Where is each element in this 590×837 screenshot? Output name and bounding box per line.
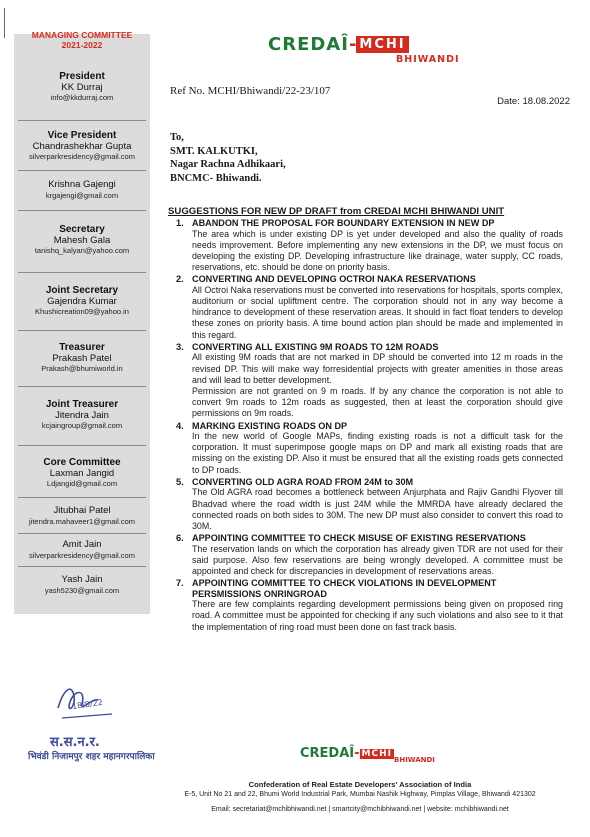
member-email: jitendra.mahaveer1@gmail.com bbox=[29, 516, 135, 526]
sidebar-divider bbox=[18, 272, 146, 273]
member-name: Prakash Patel bbox=[52, 352, 112, 364]
member-name: Laxman Jangid bbox=[49, 467, 115, 479]
item-title: MARKING EXISTING ROADS ON DP bbox=[192, 420, 348, 431]
footer-website[interactable]: website: mchibhiwandi.net bbox=[427, 806, 509, 813]
member-joint-treasurer bbox=[14, 400, 150, 432]
item-title: ABANDON THE PROPOSAL FOR BOUNDARY EXTENSION IN NEW DP bbox=[192, 218, 495, 228]
reference-number: Ref No. MCHI/Bhiwandi/22-23/107 bbox=[170, 85, 331, 97]
member-name: Yash Jain bbox=[61, 574, 103, 585]
footer-email[interactable]: Email: secretariat@mchibhiwandi.net bbox=[211, 806, 327, 813]
member-name: Amit Jain bbox=[62, 539, 102, 550]
sidebar-divider bbox=[18, 170, 146, 171]
stamp-line-1: स.स.न.र. bbox=[50, 735, 100, 750]
item-number: 3. bbox=[176, 341, 184, 352]
sidebar-divider bbox=[18, 120, 146, 121]
item-body: The reservation lands on which the corporation has already given TDR are not used for their said purpose. Also few reservations are being wrongly developed. A committee must be appointed and check for discrepancies in development of reservations areas. bbox=[192, 543, 563, 577]
footer-logo bbox=[300, 742, 435, 764]
item-number: 6. bbox=[176, 533, 184, 544]
sidebar-divider bbox=[18, 566, 146, 567]
item-body: The area which is under existing DP is yet under developed and also the quality of roads needs improvement. Before implementing any new extensions in the DP, we must focus on developing the existing DP. Developing infrastructure like drainage, water supply, CC roads, reservations, etc. should be done on priority basis. bbox=[192, 228, 563, 273]
member-jitubhai-patel bbox=[14, 506, 150, 527]
footer-address: E-5, Unit No 21 and 22, Bhumi World Industrial Park, Mumbai Nashik Highway, Pimplas Village, Bhiwandi 421302 bbox=[184, 791, 536, 798]
letter-heading: SUGGESTIONS FOR NEW DP DRAFT from CREDAI MCHI BHIWANDI UNIT bbox=[168, 206, 505, 217]
logo-mchi: MCHI bbox=[356, 36, 408, 53]
member-role: President bbox=[59, 71, 105, 82]
member-role: Treasurer bbox=[59, 342, 105, 353]
footer-contacts: Email: secretariat@mchibhiwandi.net | smartcity@mchibhiwandi.net | website: mchibhiwandi.net bbox=[211, 806, 509, 813]
item-number: 2. bbox=[176, 274, 184, 285]
footer-smartcity[interactable]: smartcity@mchibhiwandi.net bbox=[332, 806, 422, 813]
credai-mchi-logo bbox=[268, 34, 460, 65]
item-title: CONVERTING AND DEVELOPING OCTROI NAKA RESERVATIONS bbox=[192, 274, 476, 285]
sidebar-divider bbox=[18, 445, 146, 446]
recipient-line: To, bbox=[170, 132, 184, 143]
item-title: CONVERTING ALL EXISTING 9M ROADS TO 12M ROADS bbox=[192, 341, 439, 352]
letter-date: Date: 18.08.2022 bbox=[497, 96, 570, 107]
suggestion-item bbox=[168, 578, 563, 633]
signature-date: 18/8/22 bbox=[71, 697, 104, 712]
footer-logo-mchi: MCHI bbox=[361, 749, 392, 759]
sidebar-divider bbox=[18, 330, 146, 331]
page-edge-mark bbox=[4, 8, 9, 38]
recipient-line: BNCMC- Bhiwandi. bbox=[170, 172, 262, 184]
recipient-block bbox=[170, 131, 286, 185]
member-email: kcjaingroup@gmail.com bbox=[41, 421, 123, 430]
suggestion-item bbox=[168, 421, 563, 476]
logo-dash: - bbox=[348, 34, 357, 55]
footer-logo-credai: CREDAÎ bbox=[300, 746, 355, 761]
member-core-committee bbox=[14, 458, 150, 490]
member-joint-secretary bbox=[14, 286, 150, 318]
member-name: Gajendra Kumar bbox=[47, 295, 117, 307]
suggestion-item bbox=[168, 477, 563, 532]
logo-credai: CREDAÎ bbox=[268, 34, 349, 55]
item-body: All existing 9M roads that are not marked in DP should be converted into 12 m roads in the revised DP. This will make way forresidential projects with greater amenities in those areas and will lead to better development. bbox=[192, 352, 563, 385]
logo-bhiwandi: BHIWANDI bbox=[396, 54, 460, 65]
member-role: Vice President bbox=[47, 130, 117, 141]
sidebar-divider bbox=[18, 497, 146, 498]
footer-logo-dash: - bbox=[354, 746, 360, 761]
member-email: Ldjangid@gmail.com bbox=[46, 479, 118, 488]
item-title: CONVERTING OLD AGRA ROAD FROM 24M to 30M bbox=[192, 476, 414, 487]
member-email: info@kkdurraj.com bbox=[50, 93, 114, 102]
committee-title: MANAGING COMMITTEE bbox=[31, 30, 133, 40]
member-email: Prakash@bhumiworld.in bbox=[41, 364, 123, 373]
managing-committee-header bbox=[14, 30, 150, 50]
member-amit-jain bbox=[14, 540, 150, 561]
item-number: 5. bbox=[176, 476, 184, 487]
member-role: Joint Treasurer bbox=[45, 399, 119, 410]
item-number: 4. bbox=[176, 420, 184, 431]
managing-committee-sidebar bbox=[14, 34, 150, 614]
member-treasurer bbox=[14, 343, 150, 375]
item-number: 1. bbox=[176, 218, 184, 228]
sidebar-divider bbox=[18, 533, 146, 534]
member-name: Jitubhai Patel bbox=[53, 505, 111, 516]
item-body: In the new world of Google MAPs, finding existing roads is not a difficult task for the corporation. It must superimpose google maps on DP and mark all existing roads that are missing on the existing DP. Also it must be ensured that all the existing roads gets connected to DP roads. bbox=[192, 431, 563, 475]
member-email: tanishq_kalyan@yahoo.com bbox=[34, 246, 130, 255]
member-yash-jain bbox=[14, 575, 150, 596]
sidebar-divider bbox=[18, 210, 146, 211]
item-title: APPOINTING COMMITTEE TO CHECK VIOLATIONS IN DEVELOPMENT PERSMISSIONS ONRINGROAD bbox=[192, 578, 497, 599]
recipient-line: Nagar Rachna Adhikaari, bbox=[170, 159, 286, 170]
member-role: Joint Secretary bbox=[45, 285, 119, 296]
member-name: KK Durraj bbox=[61, 81, 103, 93]
member-email: yash5230@gmail.com bbox=[44, 585, 120, 595]
item-body-continued: Permission are not granted on 9 m roads. If by any chance the corporation is not able to convert 9m roads to 12m roads as suggested, then at least the corporation should give permissions on 9m roads. bbox=[192, 385, 563, 419]
suggestion-item bbox=[168, 218, 563, 273]
suggestion-item bbox=[168, 274, 563, 341]
member-president bbox=[14, 72, 150, 104]
item-title: APPOINTING COMMITTEE TO CHECK MISUSE OF EXISTING RESERVATIONS bbox=[192, 533, 526, 544]
member-role: Core Committee bbox=[43, 457, 121, 468]
committee-years: 2021-2022 bbox=[61, 40, 103, 50]
item-number: 7. bbox=[176, 578, 184, 589]
footer-logo-bhiwandi: BHIWANDI bbox=[394, 756, 435, 764]
member-vice-president bbox=[14, 131, 150, 163]
item-body: There are few complaints regarding development permissions being given on proposed ring road. A committee must be appointed for checking if any such violations and also see to it that the implementation of ring road must been done on fast track basis. bbox=[192, 599, 563, 632]
member-name: Krishna Gajengi bbox=[48, 179, 116, 190]
suggestion-item bbox=[168, 533, 563, 577]
member-email: krgajengi@gmail.com bbox=[45, 190, 119, 200]
recipient-line: SMT. KALKUTKI, bbox=[170, 145, 258, 157]
item-body: All Octroi Naka reservations must be converted into reservations for hospitals, sports complex, auditorium or social upliftment centre. The corporation should not in any way become a hindrance to development of these reservation areas. It should in fact float tenders to develop these zones on priority basis. A time bound action plan should be made and implemented in this regard. bbox=[192, 284, 563, 340]
stamp-line-2: भिवंडी निजामपुर शहर महानगरपालिका bbox=[28, 752, 155, 762]
member-name: Jitendra Jain bbox=[55, 409, 109, 421]
member-krishna-gajengi bbox=[14, 180, 150, 201]
sidebar-divider bbox=[18, 386, 146, 387]
suggestion-item bbox=[168, 342, 563, 420]
footer-org: Confederation of Real Estate Developers' Association of India bbox=[248, 780, 472, 789]
member-name: Mahesh Gala bbox=[53, 234, 111, 246]
member-name: Chandrashekhar Gupta bbox=[32, 140, 132, 152]
member-email: silverparkresidency@gmail.com bbox=[29, 550, 135, 560]
handwritten-signature bbox=[52, 678, 122, 731]
item-body: The Old AGRA road becomes a bottleneck between Anjurphata and Rajiv Gandhi Flyover till Bhadvad where the road width is just 24M while the MMRDA have already declared the connected roads on both sides to 30M. The new DP must also consider to convert this road to 30M. bbox=[192, 487, 563, 531]
member-email: silverparkresidency@gmail.com bbox=[29, 152, 135, 161]
member-role: Secretary bbox=[59, 224, 105, 235]
member-secretary bbox=[14, 225, 150, 257]
member-email: Khushicreation09@yahoo.in bbox=[35, 307, 129, 316]
letter-content bbox=[168, 206, 563, 633]
